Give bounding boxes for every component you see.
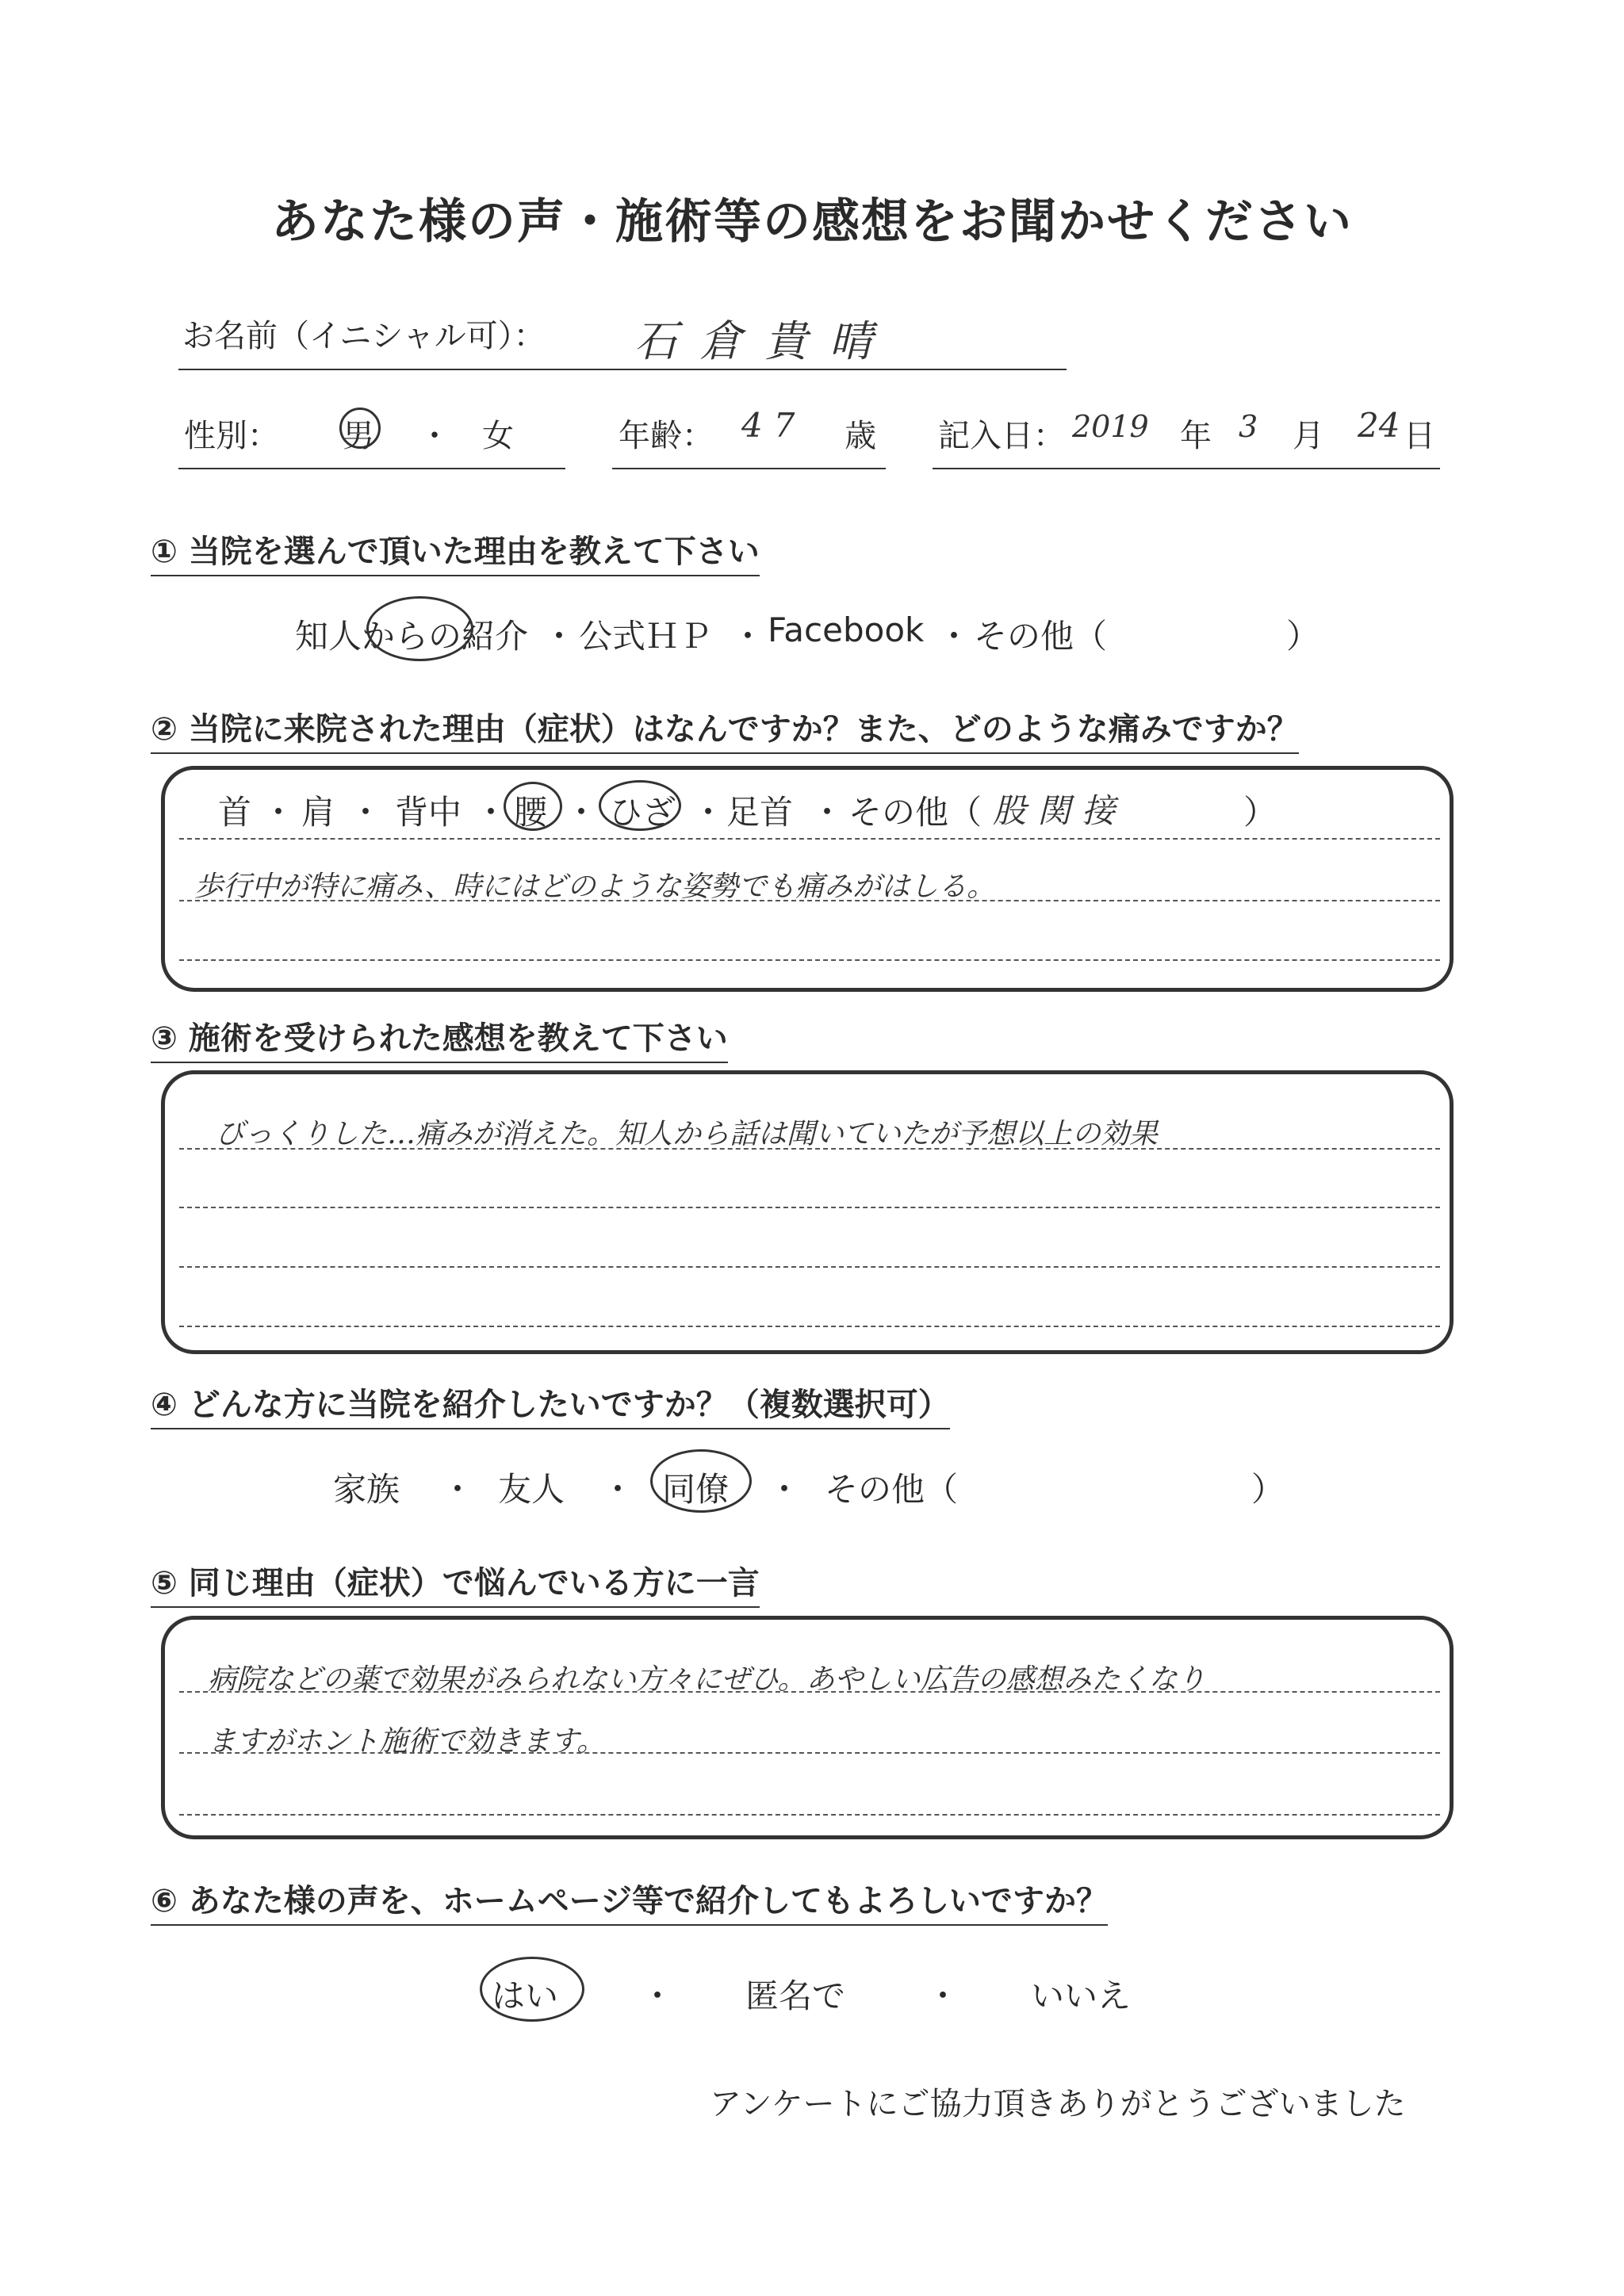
q2-sep-2: ・ xyxy=(349,793,383,832)
q1-other-close: ） xyxy=(1286,617,1320,656)
q2-option-neck[interactable]: 首 xyxy=(218,793,252,832)
q1-sep-3: ・ xyxy=(937,617,971,656)
date-day[interactable]: 24 xyxy=(1358,406,1400,445)
q6-option-yes[interactable]: はい xyxy=(492,1976,559,2015)
gender-label: 性別： xyxy=(184,418,279,454)
q3-line-3 xyxy=(179,1266,1440,1268)
age-value[interactable]: 47 xyxy=(741,406,806,445)
gender-separator: ・ xyxy=(419,418,450,454)
q2-option-shoulder[interactable]: 肩 xyxy=(301,793,335,832)
q2-sep-3: ・ xyxy=(474,793,508,832)
date-label: 記入日： xyxy=(938,418,1065,454)
q1-sep-1: ・ xyxy=(542,617,576,656)
q2-lower-back-circle xyxy=(504,782,562,831)
thanks-message: アンケートにご協力頂きありがとうございました xyxy=(710,2086,1406,2122)
q2-option-other[interactable]: その他（ xyxy=(848,793,982,832)
date-year[interactable]: 2019 xyxy=(1072,409,1149,444)
date-month-unit: 月 xyxy=(1293,418,1324,454)
q4-sep-1: ・ xyxy=(441,1470,475,1509)
q2-option-ankle[interactable]: 足首 xyxy=(726,793,794,832)
q5-line-3 xyxy=(179,1814,1440,1816)
date-month[interactable]: 3 xyxy=(1239,409,1258,444)
q4-sep-3: ・ xyxy=(768,1470,802,1509)
gender-male-circle xyxy=(339,408,381,449)
q4-other-close: ） xyxy=(1251,1470,1285,1509)
age-unit: 歳 xyxy=(845,418,876,454)
q4-sep-2: ・ xyxy=(601,1470,635,1509)
q2-option-back[interactable]: 背中 xyxy=(395,793,462,832)
date-year-unit: 年 xyxy=(1180,418,1212,454)
date-underline xyxy=(933,468,1440,469)
q2-sep-4: ・ xyxy=(565,793,599,832)
q2-line-2 xyxy=(179,900,1440,901)
date-day-unit: 日 xyxy=(1404,418,1435,454)
q1-option-referral[interactable]: 知人からの紹介 xyxy=(295,617,529,656)
name-value[interactable]: 石倉貴晴 xyxy=(634,316,894,366)
q2-line-1 xyxy=(179,838,1440,840)
q2-sep-1: ・ xyxy=(262,793,296,832)
q3-title: ③ 施術を受けられた感想を教えて下さい xyxy=(151,1013,728,1063)
q2-sep-6: ・ xyxy=(810,793,845,832)
gender-female[interactable]: 女 xyxy=(482,418,514,454)
q2-option-lower-back[interactable]: 腰 xyxy=(514,793,548,832)
q5-answer-line-2[interactable]: ますがホント施術で効きます。 xyxy=(208,1725,606,1758)
q2-option-knee[interactable]: ひざ xyxy=(609,793,676,832)
form-title: あなた様の声・施術等の感想をお聞かせください xyxy=(271,194,1353,250)
q4-colleague-circle xyxy=(650,1449,752,1513)
gender-male[interactable]: 男 xyxy=(343,418,374,454)
q4-option-colleague[interactable]: 同僚 xyxy=(662,1470,730,1509)
q6-sep-2: ・ xyxy=(926,1976,960,2015)
q2-answer-line-1[interactable]: 歩行中が特に痛み、時にはどのような姿勢でも痛みがはしる。 xyxy=(194,871,996,903)
age-label: 年齢： xyxy=(619,418,714,454)
q3-answer-line-1[interactable]: びっくりした…痛みが消えた。知人から話は聞いていたが予想以上の効果 xyxy=(216,1118,1159,1150)
q5-title: ⑤ 同じ理由（症状）で悩んでいる方に一言 xyxy=(151,1558,760,1608)
q6-sep-1: ・ xyxy=(641,1976,675,2015)
q2-other-value[interactable]: 股関接 xyxy=(993,791,1127,830)
q3-line-4 xyxy=(179,1326,1440,1327)
q1-title: ① 当院を選んで頂いた理由を教えて下さい xyxy=(151,526,760,576)
q6-title: ⑥ あなた様の声を、ホームページ等で紹介してもよろしいですか？ xyxy=(151,1876,1108,1926)
q1-option-website[interactable]: 公式ＨＰ xyxy=(579,617,713,656)
gender-underline xyxy=(178,468,565,469)
q6-option-anonymous[interactable]: 匿名で xyxy=(745,1976,846,2015)
q6-option-no[interactable]: いいえ xyxy=(1031,1976,1132,2015)
q4-title: ④ どんな方に当院を紹介したいですか？（複数選択可） xyxy=(151,1380,950,1429)
q2-title: ② 当院に来院された理由（症状）はなんですか？また、どのような痛みですか？ xyxy=(151,704,1299,754)
name-underline xyxy=(178,369,1067,370)
q6-yes-circle xyxy=(480,1957,584,2022)
q1-selected-circle xyxy=(366,596,473,661)
q4-option-friend[interactable]: 友人 xyxy=(498,1470,565,1509)
age-underline xyxy=(612,468,886,469)
q4-option-family[interactable]: 家族 xyxy=(333,1470,400,1509)
q1-option-other[interactable]: その他（ xyxy=(974,617,1108,656)
q5-line-2 xyxy=(179,1752,1440,1754)
name-label: お名前（イニシャル可）： xyxy=(182,318,546,354)
q5-answer-line-1[interactable]: 病院などの薬で効果がみられない方々にぜひ。あやしい広告の感想みたくなり xyxy=(208,1663,1206,1696)
q1-option-facebook[interactable]: Facebook xyxy=(768,610,925,649)
q2-sep-5: ・ xyxy=(691,793,726,832)
q4-option-other[interactable]: その他（ xyxy=(825,1470,959,1509)
q2-other-close: ） xyxy=(1243,793,1277,832)
q2-line-3 xyxy=(179,959,1440,961)
q1-sep-2: ・ xyxy=(731,617,765,656)
q3-line-1 xyxy=(179,1148,1440,1150)
q3-line-2 xyxy=(179,1207,1440,1208)
q5-line-1 xyxy=(179,1691,1440,1693)
q2-knee-circle xyxy=(599,780,681,831)
